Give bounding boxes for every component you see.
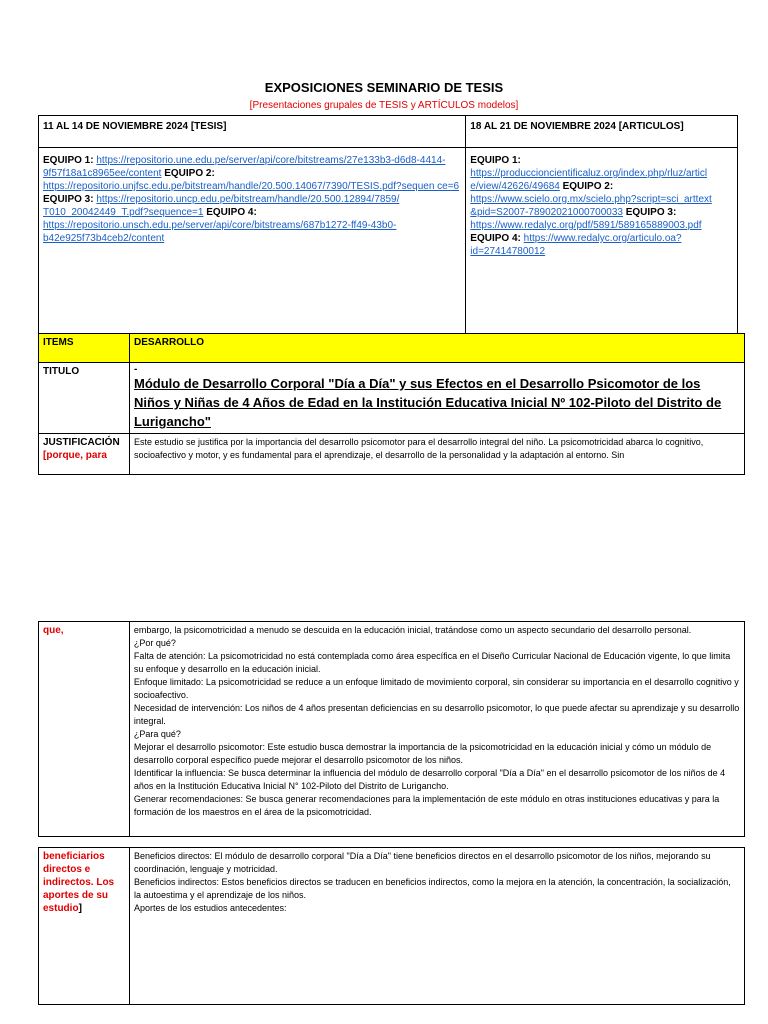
equipo-label: EQUIPO 3: — [43, 194, 94, 205]
continuation-line: Mejorar el desarrollo psicomotor: Este estudio busca demostrar la importancia de la psicomotricidad en la educación inicial y cómo un módulo de desarrollo corporal específico puede mejorar el desarrollo psicomotor de los niños. — [133, 742, 712, 765]
equipo-label: EQUIPO 2: — [164, 168, 215, 179]
desarrollo-header: DESARROLLO — [129, 334, 744, 363]
beneficios-line: Aportes de los estudios antecedentes: — [133, 903, 287, 913]
articulo-link-2[interactable]: https://www.scielo.org.mx/scielo.php?script=sci_arttext &pid=S2007-78902021000700033 — [470, 194, 712, 218]
continuation-text-cell — [129, 622, 744, 837]
equipo-label: EQUIPO 1: — [470, 155, 521, 166]
continuation-label: que, — [39, 622, 130, 837]
continuation-line: Generar recomendaciones: Se busca generar recomendaciones para la implementación de este módulo en otras instituciones educativas y para la formación de los maestros en el área de la psicomotricidad. — [133, 794, 720, 817]
continuation-line: ¿Para qué? — [133, 729, 181, 739]
beneficios-label-bracket: ] — [78, 903, 82, 914]
titulo-label: TITULO — [39, 363, 130, 434]
articulo-link-1[interactable]: https://produccioncientificaluz.org/index.php/rluz/articl e/view/42626/49684 — [470, 168, 708, 192]
research-matrix-table — [38, 333, 745, 475]
titulo-dash: - — [133, 364, 138, 375]
equipo-label: EQUIPO 1: — [43, 155, 94, 166]
equipo-label: EQUIPO 2: — [562, 181, 614, 192]
beneficios-label: beneficiarios directos e indirectos. Los aportes de su estudio — [43, 851, 115, 914]
beneficios-label-cell — [39, 848, 130, 1005]
articulo-link-4[interactable]: https://www.redalyc.org/articulo.oa?id=27414780012 — [470, 233, 682, 257]
justificacion-text: Este estudio se justifica por la importancia del desarrollo psicomotor para el desarrollo integral del niño. La psicomotricidad abarca lo cognitivo, socioafectivo y motor, y es fundamental para el aprendizaje, el desarrollo de la personalidad y la adaptación al entorno. Sin — [129, 434, 744, 475]
schedule-table — [38, 115, 738, 337]
continuation-line: ¿Por qué? — [133, 638, 176, 648]
beneficios-table — [38, 847, 745, 1005]
continuation-line: embargo, la psicomotricidad a menudo se descuida en la educación inicial, tratándose como un aspecto secundario del desarrollo personal. — [133, 625, 692, 635]
justificacion-continuation-table — [38, 621, 745, 837]
tesis-link-2[interactable]: https://repositorio.unjfsc.edu.pe/bitstream/handle/20.500.14067/7390/TESIS.pdf?sequen ce=6 — [43, 181, 460, 192]
document-title: EXPOSICIONES SEMINARIO DE TESIS — [264, 80, 504, 95]
equipo-label: EQUIPO 4: — [206, 207, 257, 218]
justificacion-sublabel: [porque, para — [43, 450, 107, 461]
beneficios-line: Beneficios directos: El módulo de desarrollo corporal "Día a Día" tiene beneficios directos en el desarrollo psicomotor de los niños, mejorando su coordinación, lenguaje y motricidad. — [133, 851, 711, 874]
tesis-link-3[interactable]: https://repositorio.uncp.edu.pe/bitstream/handle/20.500.12894/7859/ T010_20042449_T.pdf?sequence=1 — [43, 194, 400, 218]
tesis-date-header: 11 AL 14 DE NOVIEMBRE 2024 [TESIS] — [39, 116, 466, 148]
titulo-text: Módulo de Desarrollo Corporal "Día a Día" y sus Efectos en el Desarrollo Psicomotor de los Niños y Niñas de 4 Años de Edad en la Institución Educativa Inicial Nº 102-Piloto del Distrito de Lurigancho" — [133, 376, 722, 429]
items-header: ITEMS — [39, 334, 130, 363]
justificacion-label: JUSTIFICACIÓN — [43, 437, 120, 448]
equipo-label: EQUIPO 4: — [470, 233, 521, 244]
document-subtitle: [Presentaciones grupales de TESIS y ARTÍCULOS modelos] — [249, 100, 519, 111]
continuation-line: Enfoque limitado: La psicomotricidad se reduce a un enfoque limitado de movimiento corporal, sin considerar su importancia en el desarrollo cognitivo y socioafectivo. — [133, 677, 739, 700]
articulo-link-3[interactable]: https://www.redalyc.org/pdf/5891/589165889003.pdf — [470, 220, 702, 231]
titulo-cell — [129, 363, 744, 434]
continuation-line: Necesidad de intervención: Los niños de 4 años presentan deficiencias en su desarrollo psicomotor, lo que puede afectar su aprendizaje y su desarrollo integral. — [133, 703, 740, 726]
justificacion-label-cell — [39, 434, 130, 475]
articulos-date-header: 18 AL 21 DE NOVIEMBRE 2024 [ARTICULOS] — [466, 116, 738, 148]
beneficios-text-cell — [129, 848, 744, 1005]
tesis-link-1[interactable]: https://repositorio.une.edu.pe/server/api/core/bitstreams/27e133b3-d6d8-4414-9f57f18a1c8965ee/content — [43, 155, 446, 179]
tesis-link-4[interactable]: https://repositorio.unsch.edu.pe/server/api/core/bitstreams/687b1272-ff49-43b0-b42e925f73b4ceb2/content — [43, 220, 397, 244]
articulos-links-cell — [466, 148, 738, 337]
equipo-label: EQUIPO 3: — [625, 207, 677, 218]
beneficios-line: Beneficios indirectos: Estos beneficios directos se traducen en beneficios indirectos, como la mejora en la atención, la concentración, la socialización, la autoestima y el aprendizaje de los niños. — [133, 877, 731, 900]
continuation-line: Identificar la influencia: Se busca determinar la influencia del módulo de desarrollo corporal "Día a Día" en el desarrollo psicomotor de los niños de 4 años en la Institución Educativa Inicial N° 102-Piloto del Distrito de Lurigancho. — [133, 768, 726, 791]
tesis-links-cell — [39, 148, 466, 337]
continuation-line: Falta de atención: La psicomotricidad no está contemplada como área específica en el Diseño Curricular Nacional de Educación vigente, lo que limita su enfoque y desarrollo en la educación inicial. — [133, 651, 731, 674]
